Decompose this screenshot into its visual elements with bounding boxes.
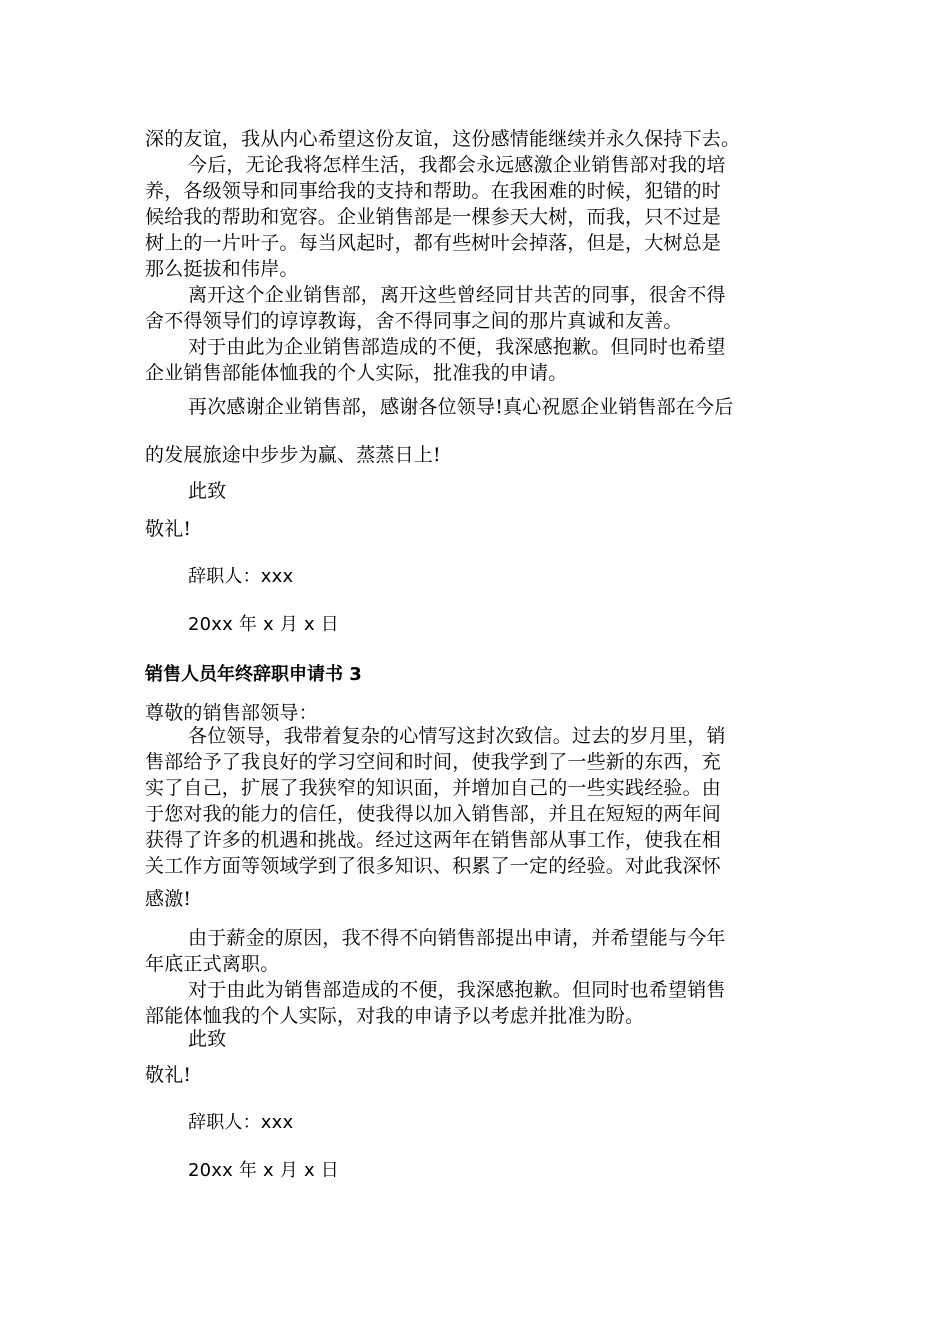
paragraph-line: 对于由此为企业销售部造成的不便，我深感抱歉。但同时也希望: [188, 336, 726, 358]
closing-salutation: 此致: [188, 1028, 227, 1050]
paragraph-line: 再次感谢企业销售部，感谢各位领导!真心祝愿企业销售部在今后: [188, 396, 734, 418]
paragraph-line: 的发展旅途中步步为赢、蒸蒸日上!: [145, 444, 441, 466]
closing-regards: 敬礼!: [145, 518, 192, 540]
paragraph-line: 离开这个企业销售部，离开这些曾经同甘共苦的同事，很舍不得: [188, 284, 726, 306]
paragraph-line: 于您对我的能力的信任，使我得以加入销售部，并且在短短的两年间: [145, 803, 722, 825]
signature-name: 辞职人：xxx: [188, 566, 294, 587]
paragraph-line: 获得了许多的机遇和挑战。经过这两年在销售部从事工作，使我在相: [145, 829, 722, 851]
paragraph-line: 由于薪金的原因，我不得不向销售部提出申请，并希望能与今年: [188, 927, 726, 949]
signature-date: 20xx 年 x 月 x 日: [188, 614, 339, 635]
paragraph-line: 部能体恤我的个人实际，对我的申请予以考虑并批准为盼。: [145, 1005, 645, 1027]
paragraph-line: 关工作方面等领域学到了很多知识、积累了一定的经验。对此我深怀: [145, 855, 722, 877]
paragraph-line: 今后，无论我将怎样生活，我都会永远感激企业销售部对我的培: [188, 154, 726, 176]
paragraph-line: 感激!: [145, 888, 192, 910]
signature-date: 20xx 年 x 月 x 日: [188, 1160, 339, 1181]
closing-regards: 敬礼!: [145, 1064, 192, 1086]
greeting: 尊敬的销售部领导：: [145, 702, 318, 724]
paragraph-line: 养，各级领导和同事给我的支持和帮助。在我困难的时候，犯错的时: [145, 180, 722, 202]
paragraph-line: 舍不得领导们的谆谆教诲，舍不得同事之间的那片真诚和友善。: [145, 310, 683, 332]
paragraph-line: 企业销售部能体恤我的个人实际，批准我的申请。: [145, 362, 568, 384]
paragraph-line: 那么挺拔和伟岸。: [145, 258, 299, 280]
signature-name: 辞职人：xxx: [188, 1112, 294, 1133]
paragraph-line: 树上的一片叶子。每当风起时，都有些树叶会掉落，但是，大树总是: [145, 232, 722, 254]
paragraph-line: 候给我的帮助和宽容。企业销售部是一棵参天大树，而我，只不过是: [145, 206, 722, 228]
section-heading: 销售人员年终辞职申请书 3: [145, 664, 362, 685]
closing-salutation: 此致: [188, 480, 227, 502]
paragraph-line: 实了自己，扩展了我狭窄的知识面，并增加自己的一些实践经验。由: [145, 777, 722, 799]
paragraph-line: 售部给予了我良好的学习空间和时间，使我学到了一些新的东西，充: [145, 751, 722, 773]
paragraph-line: 对于由此为销售部造成的不便，我深感抱歉。但同时也希望销售: [188, 979, 726, 1001]
paragraph-line: 各位领导，我带着复杂的心情写这封次致信。过去的岁月里，销: [188, 725, 726, 747]
paragraph-line: 年底正式离职。: [145, 953, 280, 975]
paragraph-line: 深的友谊，我从内心希望这份友谊，这份感情能继续并永久保持下去。: [145, 128, 741, 150]
